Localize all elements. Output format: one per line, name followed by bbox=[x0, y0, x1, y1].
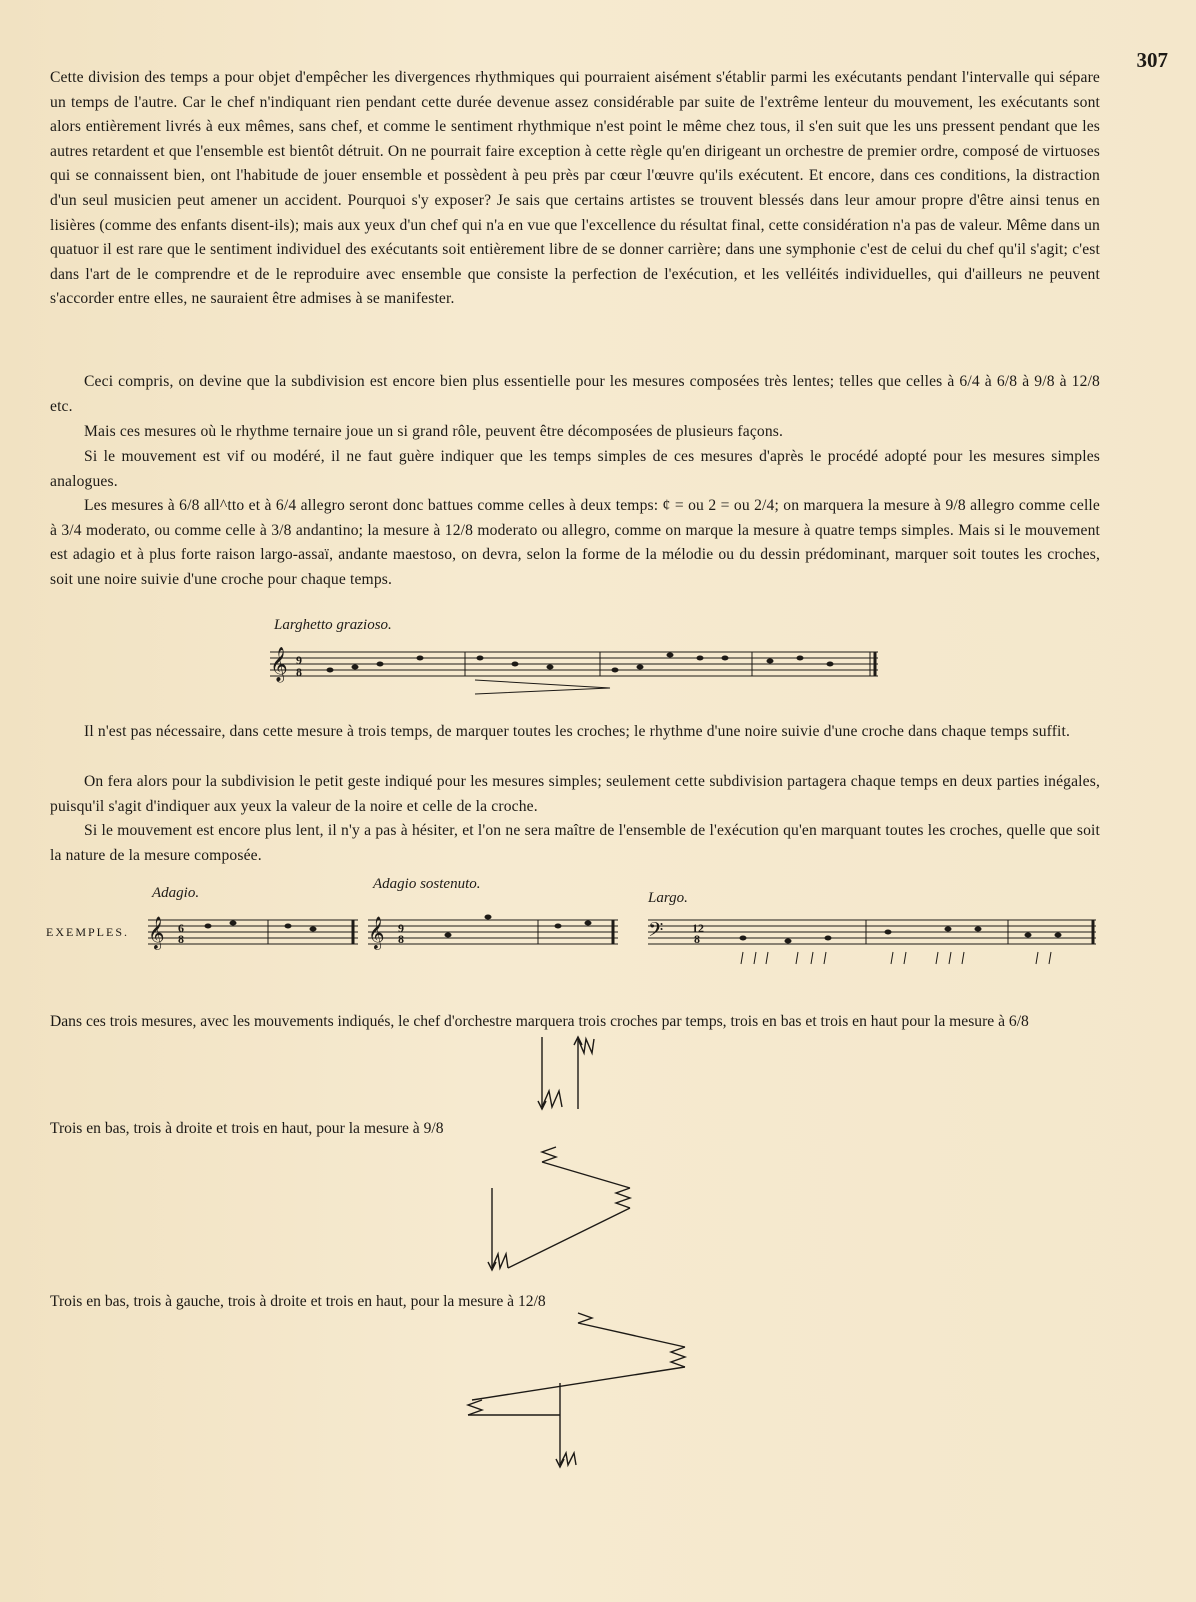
paragraph-2: Ceci compris, on devine que la subdivision est encore bien plus essentielle pour les mesures composées très lentes; telles que celles à 6/4 à 6/8 à 9/8 à 12/8 etc. bbox=[50, 373, 1100, 415]
caption-six-eight: Dans ces trois mesures, avec les mouvements indiqués, le chef d'orchestre marquera trois croches par temps, trois en bas et trois en haut pour la mesure à 6/8 bbox=[50, 1013, 1029, 1030]
svg-text:8: 8 bbox=[398, 932, 404, 946]
music-staff-examples bbox=[148, 912, 1098, 992]
page-number: 307 bbox=[1136, 48, 1168, 72]
svg-text:𝄞: 𝄞 bbox=[270, 648, 288, 681]
beat-diagram-six-eight bbox=[530, 1035, 610, 1115]
svg-text:12: 12 bbox=[692, 921, 704, 935]
example-tempo-largo: Largo. bbox=[648, 890, 688, 906]
paragraph-6: Il n'est pas nécessaire, dans cette mesure à trois temps, de marquer toutes les croches; le rhythme d'une noire suivie d'une croche dans chaque temps suffit. bbox=[84, 723, 1071, 740]
paragraph-3: Mais ces mesures où le rhythme ternaire joue un si grand rôle, peuvent être décomposées de plusieurs façons. bbox=[84, 423, 784, 440]
paragraph-7: On fera alors pour la subdivision le petit geste indiqué pour les mesures simples; seulement cette subdivision partagera chaque temps en deux parties inégales, puisqu'il s'agit d'indiquer aux yeux la valeur de la noire et celle de la croche. bbox=[50, 773, 1100, 815]
svg-text:9: 9 bbox=[398, 921, 404, 935]
examples-label: EXEMPLES. bbox=[46, 925, 130, 939]
svg-text:𝄞: 𝄞 bbox=[368, 918, 385, 949]
paragraph-4: Si le mouvement est vif ou modéré, il ne faut guère indiquer que les temps simples de ces mesures d'après le procédé adopté pour les mesures simples analogues. bbox=[50, 448, 1100, 490]
svg-text:9: 9 bbox=[296, 653, 302, 667]
music-staff-larghetto bbox=[270, 642, 880, 732]
paragraph-1: Cette division des temps a pour objet d'empêcher les divergences rhythmiques qui pourraient aisément s'établir parmi les exécutants pendant l'intervalle qui sépare un temps de l'autre. Car le chef n'indiquant rien pendant cette durée devenue assez considérable par suite de l'extrême lenteur du mouvement, les exécutants sont alors entièrement livrés à eux mêmes, sans chef, et comme le sentiment rhythmique n'est point le même chez tous, il s'en suit que les uns pressent pendant que les autres retardent et que l'ensemble est bientôt détruit. On ne pourrait faire exception à cette règle qu'en dirigeant un orchestre de premier ordre, composé de virtuoses qui se connaissent bien, ont l'habitude de jouer ensemble et possèdent à peu près par cœur l'œuvre qu'ils exécutent. Et encore, dans ces conditions, la distraction d'un seul musicien peut amener un accident. Pourquoi s'y exposer? Je sais que certains artistes se trouvent blessés dans leur amour propre d'être ainsi tenus en lisières (comme des enfants disent-ils); mais aux yeux d'un chef qui n'a en vue que l'excellence du résultat final, cette considération n'a pas de valeur. Même dans un quatuor il est rare que le sentiment individuel des exécutants soit entièrement libre de se donner carrière; dans une symphonie c'est de celui du chef qu'il s'agit; c'est dans l'art de le comprendre et de le reproduire avec ensemble que consiste la perfection de l'exécution, et les velléités individuelles, qui d'ailleurs ne peuvent s'accorder entre elles, ne sauraient être admises à se manifester. bbox=[50, 69, 1100, 308]
paragraph-5: Les mesures à 6/8 all^tto et à 6/4 allegro seront donc battues comme celles à deux temps: ¢ = ou 2 = ou 2/4; on marquera la mesure à 9/8 allegro comme celle à 3/4 moderato, ou comme celle à 3/8 andantino; la mesure à 12/8 moderato ou allegro, comme on marque la mesure à quatre temps simples. Mais si le mouvement est adagio et à plus forte raison largo-assaï, andante maestoso, on devra, selon la forme de la mélodie ou du dessin prédominant, marquer soit toutes les croches, soit une noire suivie d'une croche pour chaque temps. bbox=[50, 497, 1100, 588]
svg-text:𝄞: 𝄞 bbox=[148, 918, 165, 949]
svg-text:8: 8 bbox=[178, 932, 184, 946]
beat-diagram-twelve-eight bbox=[460, 1315, 720, 1495]
caption-nine-eight: Trois en bas, trois à droite et trois en haut, pour la mesure à 9/8 bbox=[50, 1120, 444, 1137]
example-tempo-adagio-sostenuto: Adagio sostenuto. bbox=[373, 876, 481, 892]
svg-text:8: 8 bbox=[296, 665, 302, 679]
svg-text:8: 8 bbox=[694, 932, 700, 946]
paragraph-8: Si le mouvement est encore plus lent, il n'y a pas à hésiter, et l'on ne sera maître de l'ensemble de l'exécution qu'en marquant toutes les croches, quelle que soit la nature de la mesure composée. bbox=[50, 822, 1100, 864]
caption-twelve-eight: Trois en bas, trois à gauche, trois à droite et trois en haut, pour la mesure à 12/8 bbox=[50, 1293, 546, 1310]
svg-text:𝄢: 𝄢 bbox=[648, 920, 664, 946]
beat-diagram-nine-eight bbox=[480, 1140, 680, 1280]
example-tempo-adagio: Adagio. bbox=[152, 885, 200, 901]
example-tempo-larghetto: Larghetto grazioso. bbox=[274, 617, 392, 633]
svg-text:6: 6 bbox=[178, 921, 184, 935]
